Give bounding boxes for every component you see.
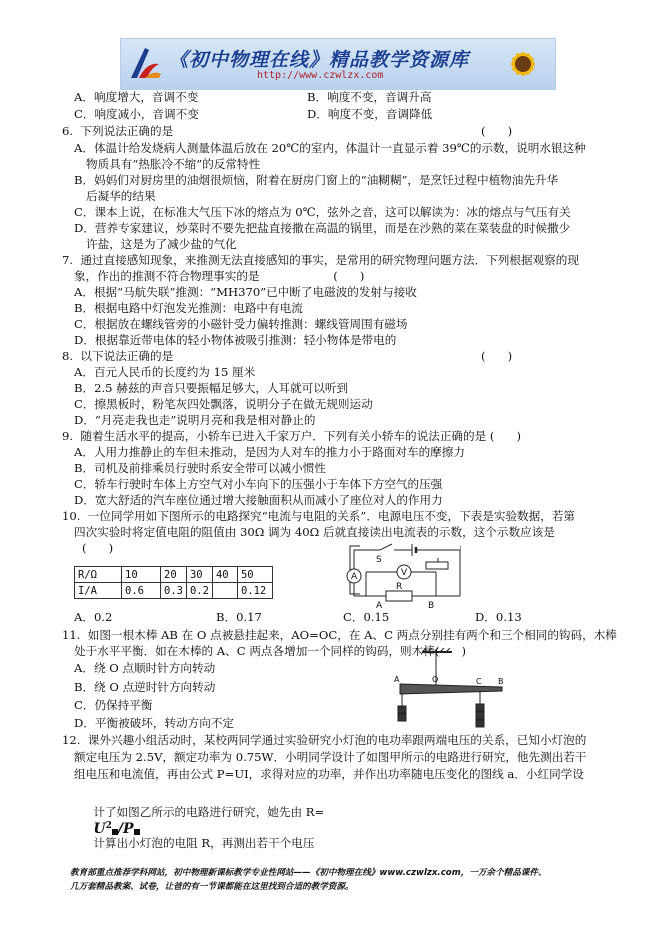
text-line: 许盐，这是为了减少盐的气化 bbox=[86, 237, 237, 251]
weight-icon bbox=[398, 706, 406, 713]
table-cell: 40 bbox=[212, 567, 237, 583]
lever-label-a: A bbox=[394, 675, 400, 684]
text-line: B．司机及前排乘员行驶时系安全带可以减小惯性 bbox=[74, 461, 326, 475]
text-line: B．妈妈们对厨房里的油烟很烦恼，附着在厨房门窗上的“油糊糊”，是烹饪过程中植物油先升华 bbox=[74, 173, 559, 187]
text-line: C．响度减小，音调不变 bbox=[74, 107, 199, 121]
text-line: A．百元人民币的长度约为 15 厘米 bbox=[74, 365, 256, 379]
formula-slash: / bbox=[117, 820, 123, 837]
site-logo-icon bbox=[125, 44, 165, 84]
text-line: 额定电压为 2.5V，额定功率为 0.75W．小明同学设计了如图甲所示的电路进行研究，他先测出若干 bbox=[74, 750, 587, 764]
text-line: D．响度不变，音调降低 bbox=[307, 107, 433, 121]
table-row bbox=[75, 583, 273, 599]
text-line: ( ) bbox=[82, 541, 114, 555]
lever-label-c: C bbox=[476, 677, 482, 686]
text-line: 12. 课外兴趣小组活动时，某校两同学通过实验研究小灯泡的电功率跟两端电压的关系，已知小灯泡的 bbox=[62, 733, 587, 747]
text-line: A．0.2 bbox=[74, 610, 113, 624]
formula-line-before: 计了如图乙所示的电路进行研究，她先由 R= bbox=[93, 805, 325, 819]
text-line: D．0.13 bbox=[475, 610, 522, 624]
lever-diagram bbox=[392, 648, 512, 734]
table-cell: 30 bbox=[186, 567, 212, 583]
table-cell: 10 bbox=[122, 567, 161, 583]
text-line: 7. 通过直接感知现象，来推测无法直接感知的事实，是常用的研究物理问题方法．下列根据观察的现 bbox=[62, 253, 579, 267]
formula-subscript-mark bbox=[134, 829, 140, 835]
table-cell bbox=[212, 583, 237, 599]
text-line: D．平衡被破坏，转动方向不定 bbox=[74, 716, 235, 730]
text-line: 后凝华的结果 bbox=[86, 189, 156, 203]
wooden-rod bbox=[400, 684, 502, 694]
circuit-label-a: A bbox=[351, 572, 358, 582]
text-line: B．响度不变，音调升高 bbox=[307, 90, 432, 104]
lever-label-b: B bbox=[498, 677, 504, 686]
text-line: A．体温计给发烧病人测量体温后放在 20℃的室内，体温计一直显示着 39℃的示数，说明水银这种 bbox=[74, 141, 586, 155]
text-line: C．0.15 bbox=[343, 610, 390, 624]
text-line: 四次实验时将定值电阻的阻值由 30Ω 调为 40Ω 后就直接读出电流表的示数，这个示数应该是 bbox=[74, 525, 555, 539]
text-line: 象，作出的推测不符合物理事实的是 ( ) bbox=[74, 269, 365, 283]
text-line: 物质具有“热胀冷不缩”的反常特性 bbox=[86, 157, 261, 171]
table-cell: 0.3 bbox=[161, 583, 187, 599]
table-cell: 0.12 bbox=[237, 583, 272, 599]
text-line: ( ) bbox=[481, 349, 513, 363]
footer-line-1: 教育部重点推荐学科网站，初中物理新课标教学专业性网站——《初中物理在线》www.czwlzx.com，一万余个精品课件、 bbox=[70, 868, 547, 878]
weight-icon bbox=[476, 712, 484, 719]
table-cell: R/Ω bbox=[75, 567, 122, 583]
text-line: B．2.5 赫兹的声音只要振幅足够大，人耳就可以听到 bbox=[74, 381, 349, 395]
text-line: C．仍保持平衡 bbox=[74, 698, 153, 712]
text-line: A．根据“马航失联”推测：“MH370”已中断了电磁波的发射与接收 bbox=[74, 285, 417, 299]
footer-line-2: 几万套精品教案、试卷，让爸的有一节课都能在这里找到合适的教学资源。 bbox=[70, 882, 354, 892]
table-cell: 0.2 bbox=[186, 583, 212, 599]
text-line: B．0.17 bbox=[216, 610, 262, 624]
text-line: A．绕 O 点顺时针方向转动 bbox=[74, 661, 216, 675]
header-banner bbox=[120, 38, 556, 90]
formula-p: P bbox=[122, 820, 134, 837]
table-row bbox=[75, 567, 273, 583]
circuit-point-b: B bbox=[428, 601, 435, 610]
text-line: ( ) bbox=[481, 124, 513, 138]
circuit-point-a: A bbox=[376, 601, 383, 610]
text-line: 处于水平平衡．如在木棒的 A、C 两点各增加一个同样的钩码，则木棒( ) bbox=[74, 644, 466, 658]
formula-sup: 2 bbox=[105, 821, 112, 831]
rheostat-icon bbox=[426, 562, 448, 569]
circuit-label-r: R bbox=[396, 582, 403, 592]
weight-icon bbox=[476, 720, 484, 727]
table-cell: 0.6 bbox=[122, 583, 161, 599]
question-12-formula-line bbox=[86, 791, 324, 850]
text-line: A．人用力推静止的车但未推动，是因为人对车的推力小于路面对车的摩擦力 bbox=[74, 445, 465, 459]
text-line: C．根据放在螺线管旁的小磁针受力偏转推测：螺线管周围有磁场 bbox=[74, 317, 408, 331]
text-line: C．课本上说，在标准大气压下冰的熔点为 0℃，弦外之音，这可以解读为：冰的熔点与气压有关 bbox=[74, 205, 571, 219]
formula-u: U bbox=[93, 820, 106, 837]
resistor-icon bbox=[386, 591, 412, 601]
text-line: 10. 一位同学用如下图所示的电路探究“电流与电阻的关系”．电源电压不变，下表是实验数据，若第 bbox=[62, 509, 576, 523]
text-line: B．绕 O 点逆时针方向转动 bbox=[74, 680, 216, 694]
weight-icon bbox=[398, 714, 406, 721]
circuit-label-v: V bbox=[401, 568, 408, 578]
text-line: C．轿车行驶时车体上方空气对小车向下的压强小于车体下方空气的压强 bbox=[74, 477, 443, 491]
text-line: 9. 随着生活水平的提高，小轿车已进入千家万户．下列有关小轿车的说法正确的是 ( ) bbox=[62, 429, 522, 443]
banner-url: http://www.czwlzx.com bbox=[257, 70, 384, 81]
sunflower-icon bbox=[493, 41, 551, 87]
resistance-current-table bbox=[74, 566, 273, 599]
lever-label-o: O bbox=[432, 675, 439, 684]
text-line: D．营养专家建议，炒菜时不要先把盐直接撒在高温的锅里，而是在沙熟的菜在菜装盘的时候撒少 bbox=[74, 221, 571, 235]
text-line: C．擦黑板时，粉笔灰四处飘落，说明分子在做无规则运动 bbox=[74, 397, 373, 411]
text-line: 6. 下列说法正确的是 bbox=[62, 124, 174, 138]
text-line: D．宽大舒适的汽车座位通过增大接触面积从而减小了座位对人的作用力 bbox=[74, 493, 443, 507]
banner-title: 《初中物理在线》精品教学资源库 bbox=[169, 49, 470, 71]
formula-line-after: 计算出小灯泡的电阻 R，再测出若干个电压 bbox=[93, 835, 315, 850]
text-line: 组电压和电流值，再由公式 P=UI，求得对应的功率，并作出功率随电压变化的图线 a．小红同学设 bbox=[74, 767, 584, 781]
text-line: 8. 以下说法正确的是 bbox=[62, 349, 174, 363]
weight-icon bbox=[476, 704, 484, 711]
table-cell: I/A bbox=[75, 583, 122, 599]
circuit-label-s: S bbox=[376, 555, 382, 565]
text-line: B．根据电路中灯泡发光推测：电路中有电流 bbox=[74, 301, 303, 315]
text-line: A．响度增大，音调不变 bbox=[74, 90, 199, 104]
table-cell: 20 bbox=[161, 567, 187, 583]
text-line: 11. 如图一根木棒 AB 在 O 点被悬挂起来，AO=OC，在 A、C 两点分别挂有两个和三个相同的钩码，木棒 bbox=[62, 628, 617, 642]
circuit-diagram bbox=[340, 540, 470, 610]
text-line: D．根据靠近带电体的轻小物体被吸引推测：轻小物体是带电的 bbox=[74, 333, 397, 347]
text-line: D．“月亮走我也走”说明月亮和我是相对静止的 bbox=[74, 413, 316, 427]
table-cell: 50 bbox=[237, 567, 272, 583]
